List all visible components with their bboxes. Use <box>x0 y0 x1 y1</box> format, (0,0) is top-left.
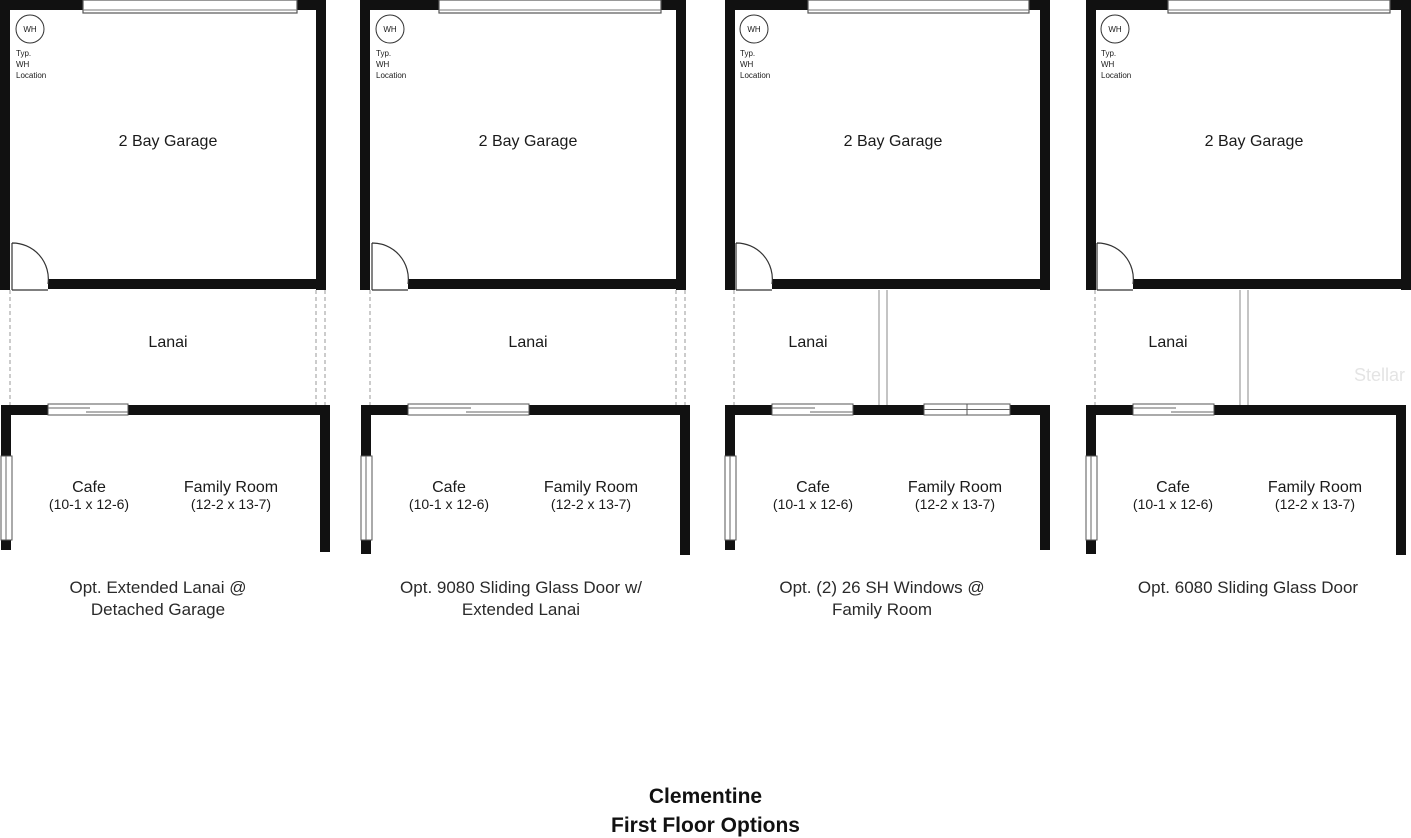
cafe-label: Cafe <box>1156 479 1190 496</box>
option-caption-line: Opt. 9080 Sliding Glass Door w/ <box>400 578 642 597</box>
side-window <box>361 456 372 540</box>
floor-plan-panel-4 <box>1086 0 1406 597</box>
cafe-label: Cafe <box>796 479 830 496</box>
lanai-label: Lanai <box>508 334 548 351</box>
family-room-dimensions: (12-2 x 13-7) <box>550 496 632 512</box>
side-window <box>1086 456 1097 540</box>
water-heater-label: WH <box>747 25 761 34</box>
family-room-label: Family Room <box>183 479 279 496</box>
garage-label: 2 Bay Garage <box>843 133 943 150</box>
option-caption-line: Opt. 6080 Sliding Glass Door <box>1137 578 1359 597</box>
family-room-label: Family Room <box>543 479 639 496</box>
wh-note-line: Location <box>16 71 47 80</box>
wh-note-line: Location <box>376 71 407 80</box>
option-caption-line: Detached Garage <box>90 600 226 619</box>
sliding-glass-door <box>1133 404 1214 415</box>
wh-note-line: WH <box>376 60 390 69</box>
sliding-glass-door <box>772 404 853 415</box>
water-heater-label: WH <box>1108 25 1122 34</box>
garage-door <box>1168 0 1390 13</box>
water-heater-label: WH <box>383 25 397 34</box>
family-room-label: Family Room <box>1267 479 1363 496</box>
cafe-label: Cafe <box>72 479 106 496</box>
cafe-dimensions: (10-1 x 12-6) <box>1132 496 1214 512</box>
wh-note-line: Location <box>740 71 771 80</box>
watermark: Stellar <box>1354 365 1406 385</box>
option-caption-line: Opt. (2) 26 SH Windows @ <box>779 578 985 597</box>
wh-note-line: Typ. <box>740 49 756 58</box>
garage-label: 2 Bay Garage <box>1204 133 1304 150</box>
wh-note-line: Typ. <box>1101 49 1117 58</box>
garage-label: 2 Bay Garage <box>118 133 218 150</box>
sh-windows <box>924 404 1010 415</box>
side-window <box>725 456 736 540</box>
cafe-label: Cafe <box>432 479 466 496</box>
floor-plan-panel-2 <box>361 0 685 619</box>
cafe-dimensions: (10-1 x 12-6) <box>772 496 854 512</box>
family-room-dimensions: (12-2 x 13-7) <box>1274 496 1356 512</box>
floor-plan-panel-1 <box>1 0 325 619</box>
wh-note-line: Location <box>1101 71 1132 80</box>
family-room-dimensions: (12-2 x 13-7) <box>914 496 996 512</box>
wh-note-line: WH <box>1101 60 1115 69</box>
lanai-label: Lanai <box>788 334 828 351</box>
wh-note-line: Typ. <box>376 49 392 58</box>
garage-door <box>439 0 661 13</box>
option-caption-line: Family Room <box>831 600 933 619</box>
sliding-glass-door <box>48 404 128 415</box>
cafe-dimensions: (10-1 x 12-6) <box>408 496 490 512</box>
wh-note-line: WH <box>16 60 30 69</box>
garage-entry-door-swing <box>12 243 48 290</box>
garage-entry-door-swing <box>736 243 772 290</box>
garage-door <box>808 0 1029 13</box>
water-heater-label: WH <box>23 25 37 34</box>
plan-title: Clementine <box>648 785 763 808</box>
side-window <box>1 456 12 540</box>
wh-note-line: Typ. <box>16 49 32 58</box>
cafe-dimensions: (10-1 x 12-6) <box>48 496 130 512</box>
option-caption-line: Extended Lanai <box>461 600 581 619</box>
lanai-label: Lanai <box>1148 334 1188 351</box>
lanai-label: Lanai <box>148 334 188 351</box>
floor-plan-panel-3 <box>725 0 1045 619</box>
wh-note-line: WH <box>740 60 754 69</box>
garage-entry-door-swing <box>372 243 408 290</box>
family-room-dimensions: (12-2 x 13-7) <box>190 496 272 512</box>
option-caption-line: Opt. Extended Lanai @ <box>69 578 247 597</box>
garage-label: 2 Bay Garage <box>478 133 578 150</box>
family-room-label: Family Room <box>907 479 1003 496</box>
garage-door <box>83 0 297 13</box>
plan-subtitle: First Floor Options <box>611 814 800 837</box>
garage-entry-door-swing <box>1097 243 1133 290</box>
sliding-glass-door <box>408 404 529 415</box>
